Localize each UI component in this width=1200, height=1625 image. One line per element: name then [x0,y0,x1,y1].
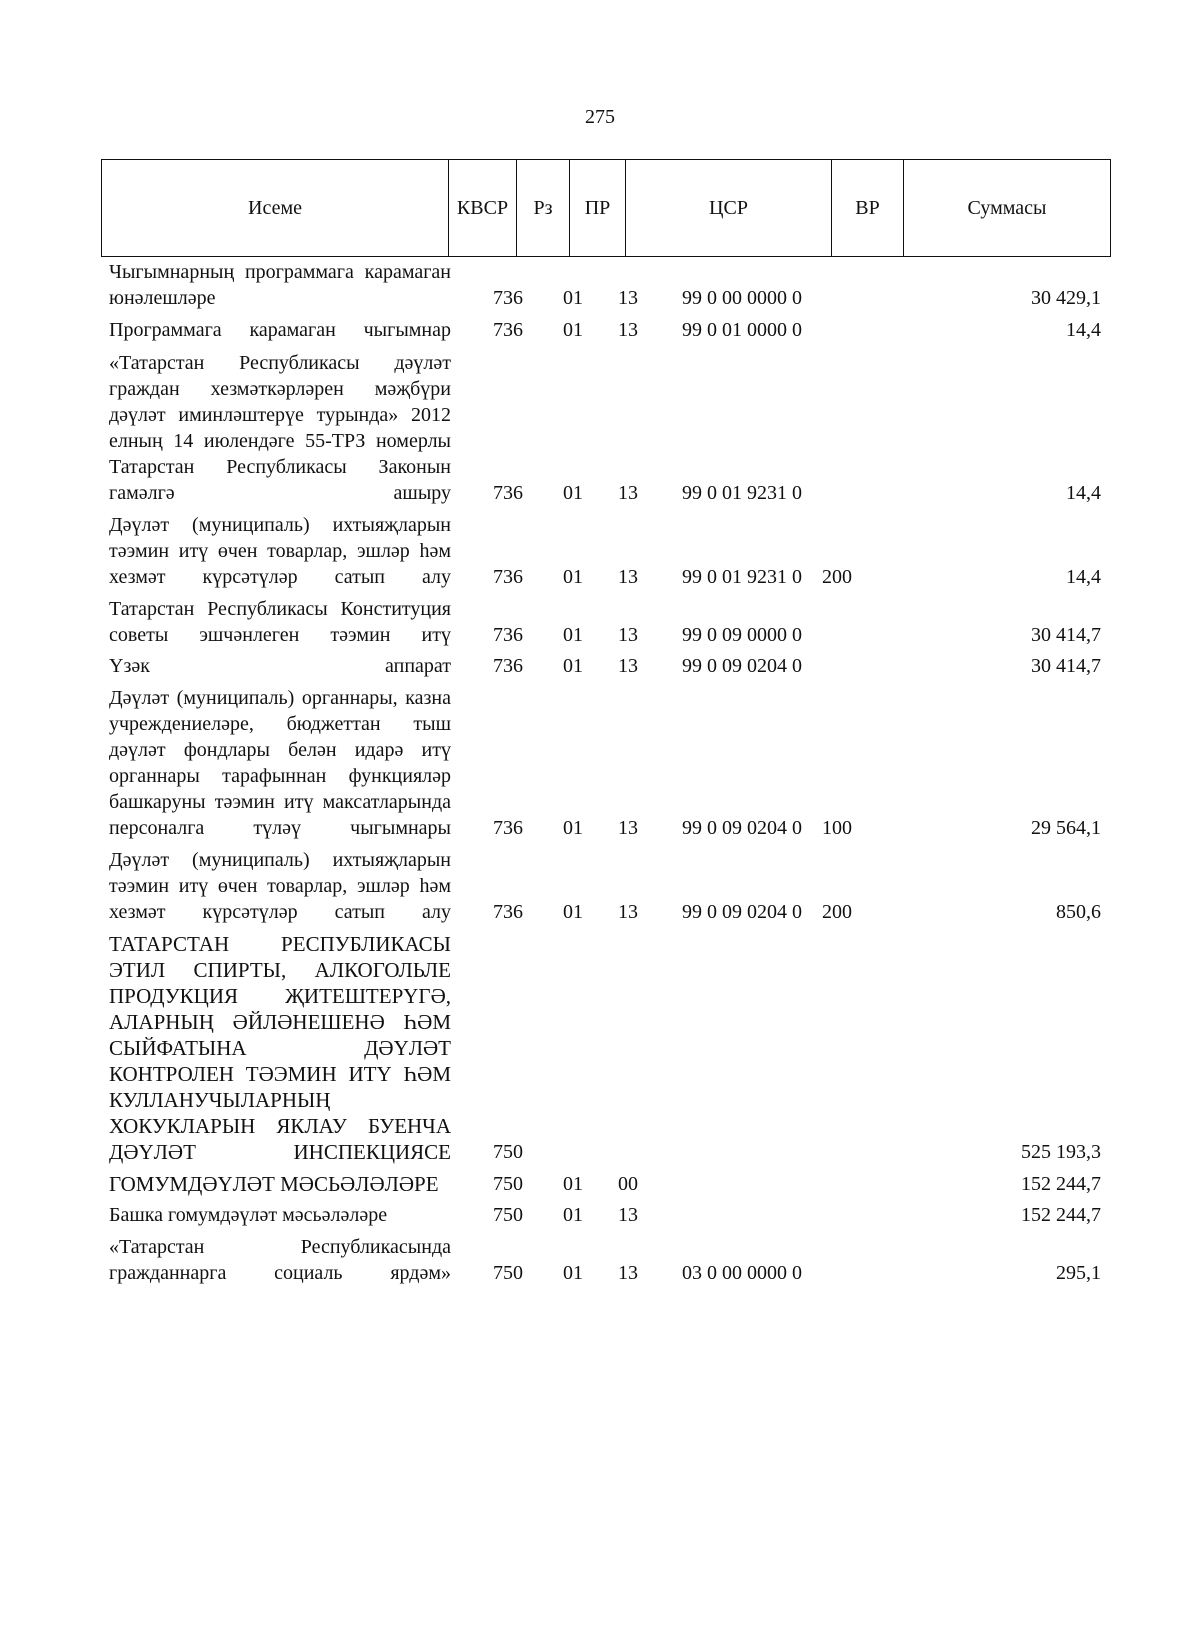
table-row [109,653,1109,679]
row-sum: 30 414,7 [1031,655,1101,677]
row-rz: 01 [563,901,583,923]
row-sum: 14,4 [1066,482,1101,504]
row-kvsr: 736 [493,901,523,923]
row-pr: 13 [618,566,638,588]
row-kvsr: 750 [493,1204,523,1226]
row-name: Башка гомумдәүләт мәсьәләләре [109,1204,388,1226]
row-kvsr: 750 [493,1141,523,1163]
header-vr: ВР [832,160,904,256]
row-sum: 30 414,7 [1031,624,1101,646]
row-csr: 99 0 01 9231 0 [682,566,802,588]
table-row [109,596,1109,648]
row-name: «Татарстан Республикасында гражданнарга социаль ярдәм» [109,1236,451,1284]
row-name: Үзәк аппарат [109,655,451,677]
row-rz: 01 [563,817,583,839]
row-sum: 295,1 [1056,1262,1101,1284]
row-sum: 152 244,7 [1021,1173,1101,1195]
row-sum: 850,6 [1056,901,1101,923]
row-pr: 13 [618,482,638,504]
table-row [109,1234,1109,1286]
row-rz: 01 [563,566,583,588]
row-kvsr: 736 [493,566,523,588]
row-name: «Татарстан Республикасы дәүләт граждан хезмәткәрләрен мәҗбүри дәүләт иминләштерүе турында» 2012 елның 14 июлендәге 55-ТРЗ номерлы Татарстан Республикасы Законын гамәлгә ашыру [109,352,451,504]
page-number: 275 [585,106,615,128]
row-name: ГОМУМДӘҮЛӘТ МӘСЬӘЛӘЛӘРЕ [109,1172,439,1196]
row-rz: 01 [563,1204,583,1226]
row-rz: 01 [563,1262,583,1284]
row-pr: 13 [618,624,638,646]
row-csr: 03 0 00 0000 0 [682,1262,802,1284]
header-csr: ЦСР [626,160,832,256]
table-row [109,931,1109,1165]
row-name: Программага карамаган чыгымнар [109,319,451,341]
row-sum: 14,4 [1066,566,1101,588]
row-vr: 100 [822,817,852,839]
row-kvsr: 736 [493,319,523,341]
row-kvsr: 736 [493,655,523,677]
row-name: Дәүләт (муниципаль) ихтыяҗларын тәэмин итү өчен товарлар, эшләр һәм хезмәт күрсәтүләр сатып алу [109,849,451,923]
row-kvsr: 736 [493,817,523,839]
row-csr: 99 0 00 0000 0 [682,287,802,309]
header-sum: Суммасы [967,196,1047,219]
table-header [101,159,1111,257]
table-body [109,259,1109,1286]
row-rz: 01 [563,655,583,677]
row-csr: 99 0 09 0000 0 [682,624,802,646]
row-name: Татарстан Республикасы Конституция советы эшчәнлеген тәэмин итү [109,598,451,646]
row-sum: 14,4 [1066,319,1101,341]
row-kvsr: 750 [493,1173,523,1195]
row-pr: 13 [618,901,638,923]
row-rz: 01 [563,624,583,646]
header-kvsr: КВСР [449,160,517,256]
row-csr: 99 0 09 0204 0 [682,817,802,839]
row-vr: 200 [822,566,852,588]
row-pr: 13 [618,287,638,309]
row-csr: 99 0 09 0204 0 [682,901,802,923]
header-pr: ПР [570,160,626,256]
row-pr: 13 [618,1204,638,1226]
row-kvsr: 736 [493,624,523,646]
table-row [109,259,1109,311]
row-sum: 152 244,7 [1021,1204,1101,1226]
row-pr: 13 [618,817,638,839]
row-kvsr: 750 [493,1262,523,1284]
row-sum: 525 193,3 [1021,1141,1101,1163]
row-csr: 99 0 01 9231 0 [682,482,802,504]
row-csr: 99 0 01 0000 0 [682,319,802,341]
table-row [109,317,1109,343]
row-pr: 13 [618,655,638,677]
row-kvsr: 736 [493,287,523,309]
row-sum: 30 429,1 [1031,287,1101,309]
row-rz: 01 [563,319,583,341]
header-name: Исеме [102,160,449,256]
row-csr: 99 0 09 0204 0 [682,655,802,677]
row-rz: 01 [563,1173,583,1195]
table-row [109,350,1109,506]
row-name: Дәүләт (муниципаль) органнары, казна учреждениеләре, бюджеттан тыш дәүләт фондлары белән идарә итү органнары тарафыннан функцияләр башкаруны тәэмин итү максатларында персоналга түләү чыгымнары [109,687,451,839]
row-name: ТАТАРСТАН РЕСПУБЛИКАСЫ ЭТИЛ СПИРТЫ, АЛКОГОЛЬЛЕ ПРОДУКЦИЯ ҖИТЕШТЕРҮГӘ, АЛАРНЫҢ ӘЙЛӘНЕШЕНӘ ҺӘМ СЫЙФАТЫНА ДӘҮЛӘТ КОНТРОЛЕН ТӘЭМИН ИТҮ ҺӘМ КУЛЛАНУЧЫЛАРНЫҢ ХОКУКЛАРЫН ЯКЛАУ БУЕНЧА ДӘҮЛӘТ ИНСПЕКЦИЯСЕ [109,932,451,1164]
row-name: Чыгымнарның программага карамаган юнәлешләре [109,261,451,309]
row-sum: 29 564,1 [1031,817,1101,839]
row-pr: 13 [618,1262,638,1284]
table-row [109,1202,1109,1228]
row-pr: 00 [618,1173,638,1195]
table-row [109,512,1109,590]
row-vr: 200 [822,901,852,923]
row-pr: 13 [618,319,638,341]
table-row [109,1171,1109,1197]
row-rz: 01 [563,482,583,504]
row-name: Дәүләт (муниципаль) ихтыяҗларын тәэмин итү өчен товарлар, эшләр һәм хезмәт күрсәтүләр сатып алу [109,514,451,588]
header-rz: Рз [517,160,570,256]
table-row [109,847,1109,925]
row-rz: 01 [563,287,583,309]
row-kvsr: 736 [493,482,523,504]
table-row [109,685,1109,841]
